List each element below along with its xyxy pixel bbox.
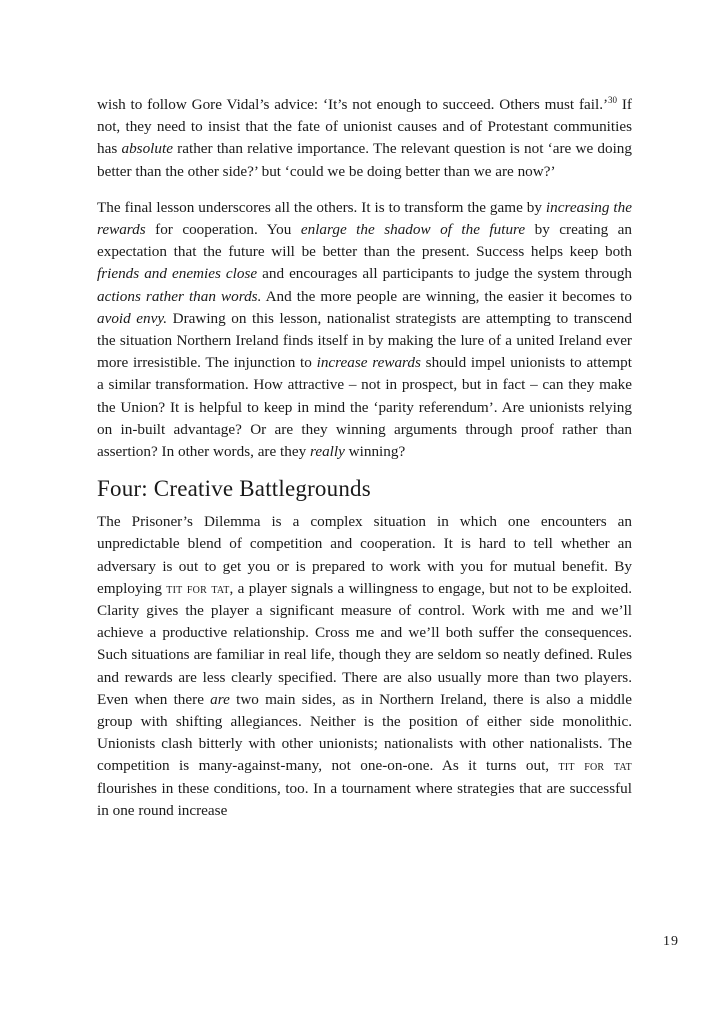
paragraph-1: [97, 94, 632, 183]
emphasis: friends and enemies close: [97, 265, 258, 283]
paragraph-2: [97, 197, 632, 463]
emphasis: increase rewards: [316, 354, 421, 372]
emphasis: enlarge the shadow of the future: [300, 221, 526, 239]
emphasis: avoid envy.: [97, 309, 168, 327]
text-run: and encourages all participants to judge the system through: [257, 265, 633, 283]
page-number: 19: [663, 934, 679, 949]
text-run: for cooperation. You: [145, 221, 301, 239]
text-run: two main sides, as in Northern Ireland, there is also a middle group with shifting allegiances. Neither is the position of either side monolithic. Unionists clash bitterly with other unionists; nationalists with other nationalists. The competition is many-against-many, not one-on-one. As it turns out,: [97, 690, 632, 775]
text-run: , a player signals a willingness to engage, but not to be exploited. Clarity gives the player a significant measure of control. Work with me and we’ll achieve a productive relationship. Cross me and we’ll both suffer the consequences. Such situations are familiar in real life, though they are seldom so neatly defined. Rules and rewards are less clearly specified. There are also usually more than two players. Even when there: [97, 579, 632, 708]
text-run: If not, they need to insist that the fate of unionist causes and of Protestant communities has: [97, 96, 632, 158]
small-caps-term: tit for tat: [166, 580, 230, 597]
emphasis: actions rather than words.: [97, 287, 262, 305]
text-run: And the more people are winning, the easier it becomes to: [261, 287, 632, 305]
text-run: wish to follow Gore Vidal’s advice: ‘It’s not enough to succeed. Others must fail.’: [97, 96, 609, 113]
text-run: The final lesson underscores all the others. It is to transform the game by: [97, 198, 546, 216]
paragraph-3: [97, 511, 632, 822]
text-run: Drawing on this lesson, nationalist strategists are attempting to transcend the situation Northern Ireland finds itself in by making the lure of a united Ireland ever more irresistible. The injunction to: [97, 309, 632, 372]
emphasis: really: [309, 443, 345, 461]
text-run: should impel unionists to attempt a similar transformation. How attractive – not in prospect, but in fact – can they make the Union? It is helpful to keep in mind the ‘parity referendum’. Are unionists relying on in-built advantage? Or are they winning arguments through proof rather than assertion? In other words, are they: [97, 354, 632, 461]
section-heading: Four: Creative Battlegrounds: [97, 476, 371, 502]
text-run: by creating an expectation that the future will be better than the present. Success helps keep both: [97, 221, 633, 261]
emphasis: are: [210, 690, 230, 708]
text-run: flourishes in these conditions, too. In a tournament where strategies that are successful in one round increase: [97, 779, 632, 819]
text-run: rather than relative importance. The relevant question is not ‘are we doing better than the other side?’ but ‘could we be doing better than we are now?’: [97, 140, 632, 180]
body-text: [97, 94, 632, 834]
small-caps-term: tit for tat: [558, 758, 632, 775]
footnote-marker[interactable]: 30: [608, 94, 618, 105]
text-run: winning?: [344, 443, 406, 461]
text-run: The Prisoner’s Dilemma is a complex situation in which one encounters an unpredictable blend of competition and cooperation. It is hard to tell whether an adversary is out to get you or is prepared to work with you for mutual benefit. By employing: [97, 513, 632, 597]
emphasis: increasing the rewards: [97, 198, 632, 239]
emphasis: absolute: [121, 140, 173, 158]
